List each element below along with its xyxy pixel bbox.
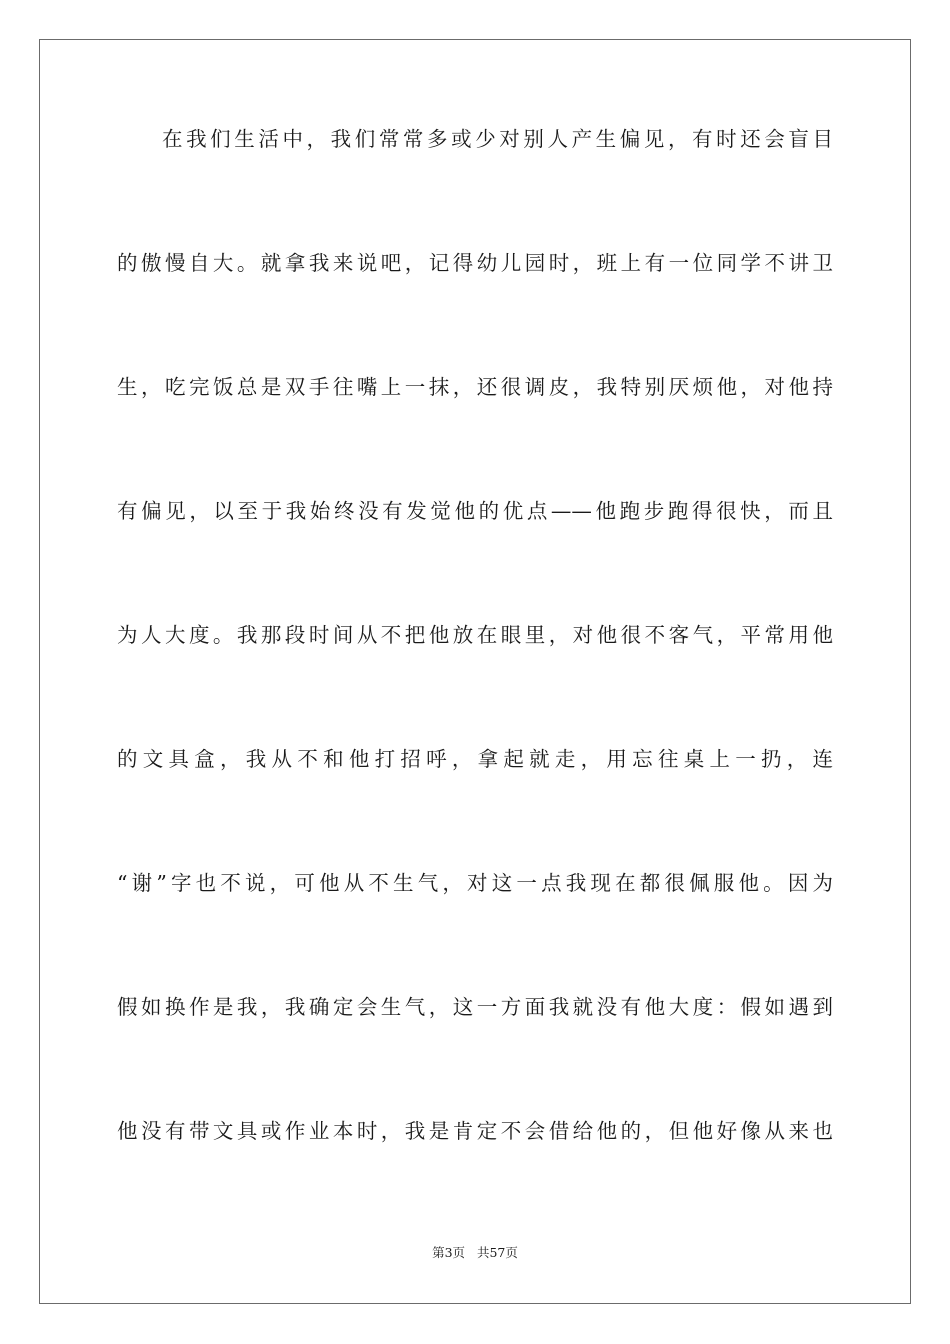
text-line-6: 的文具盒，我从不和他打招呼，拿起就走，用忘往桌上一扔，连 [117, 747, 833, 771]
text-line-2: 的傲慢自大。就拿我来说吧，记得幼儿园时，班上有一位同学不讲卫 [117, 251, 833, 275]
text-line-3: 生，吃完饭总是双手往嘴上一抹，还很调皮，我特别厌烦他，对他持 [117, 375, 833, 399]
text-line-7: “谢”字也不说，可他从不生气，对这一点我现在都很佩服他。因为 [117, 871, 833, 895]
text-line-4: 有偏见，以至于我始终没有发觉他的优点——他跑步跑得很快，而且 [117, 499, 833, 523]
page-total: 共57页 [476, 1245, 518, 1260]
page-number: 第3页 [432, 1245, 466, 1260]
text-line-1: 在我们生活中，我们常常多或少对别人产生偏见，有时还会盲目 [162, 127, 833, 151]
text-line-9: 他没有带文具或作业本时，我是肯定不会借给他的，但他好像从来也 [117, 1119, 833, 1143]
text-line-5: 为人大度。我那段时间从不把他放在眼里，对他很不客气，平常用他 [117, 623, 833, 647]
body-paragraph [117, 127, 833, 1243]
text-line-8: 假如换作是我，我确定会生气，这一方面我就没有他大度：假如遇到 [117, 995, 833, 1019]
page-footer [0, 1245, 950, 1261]
